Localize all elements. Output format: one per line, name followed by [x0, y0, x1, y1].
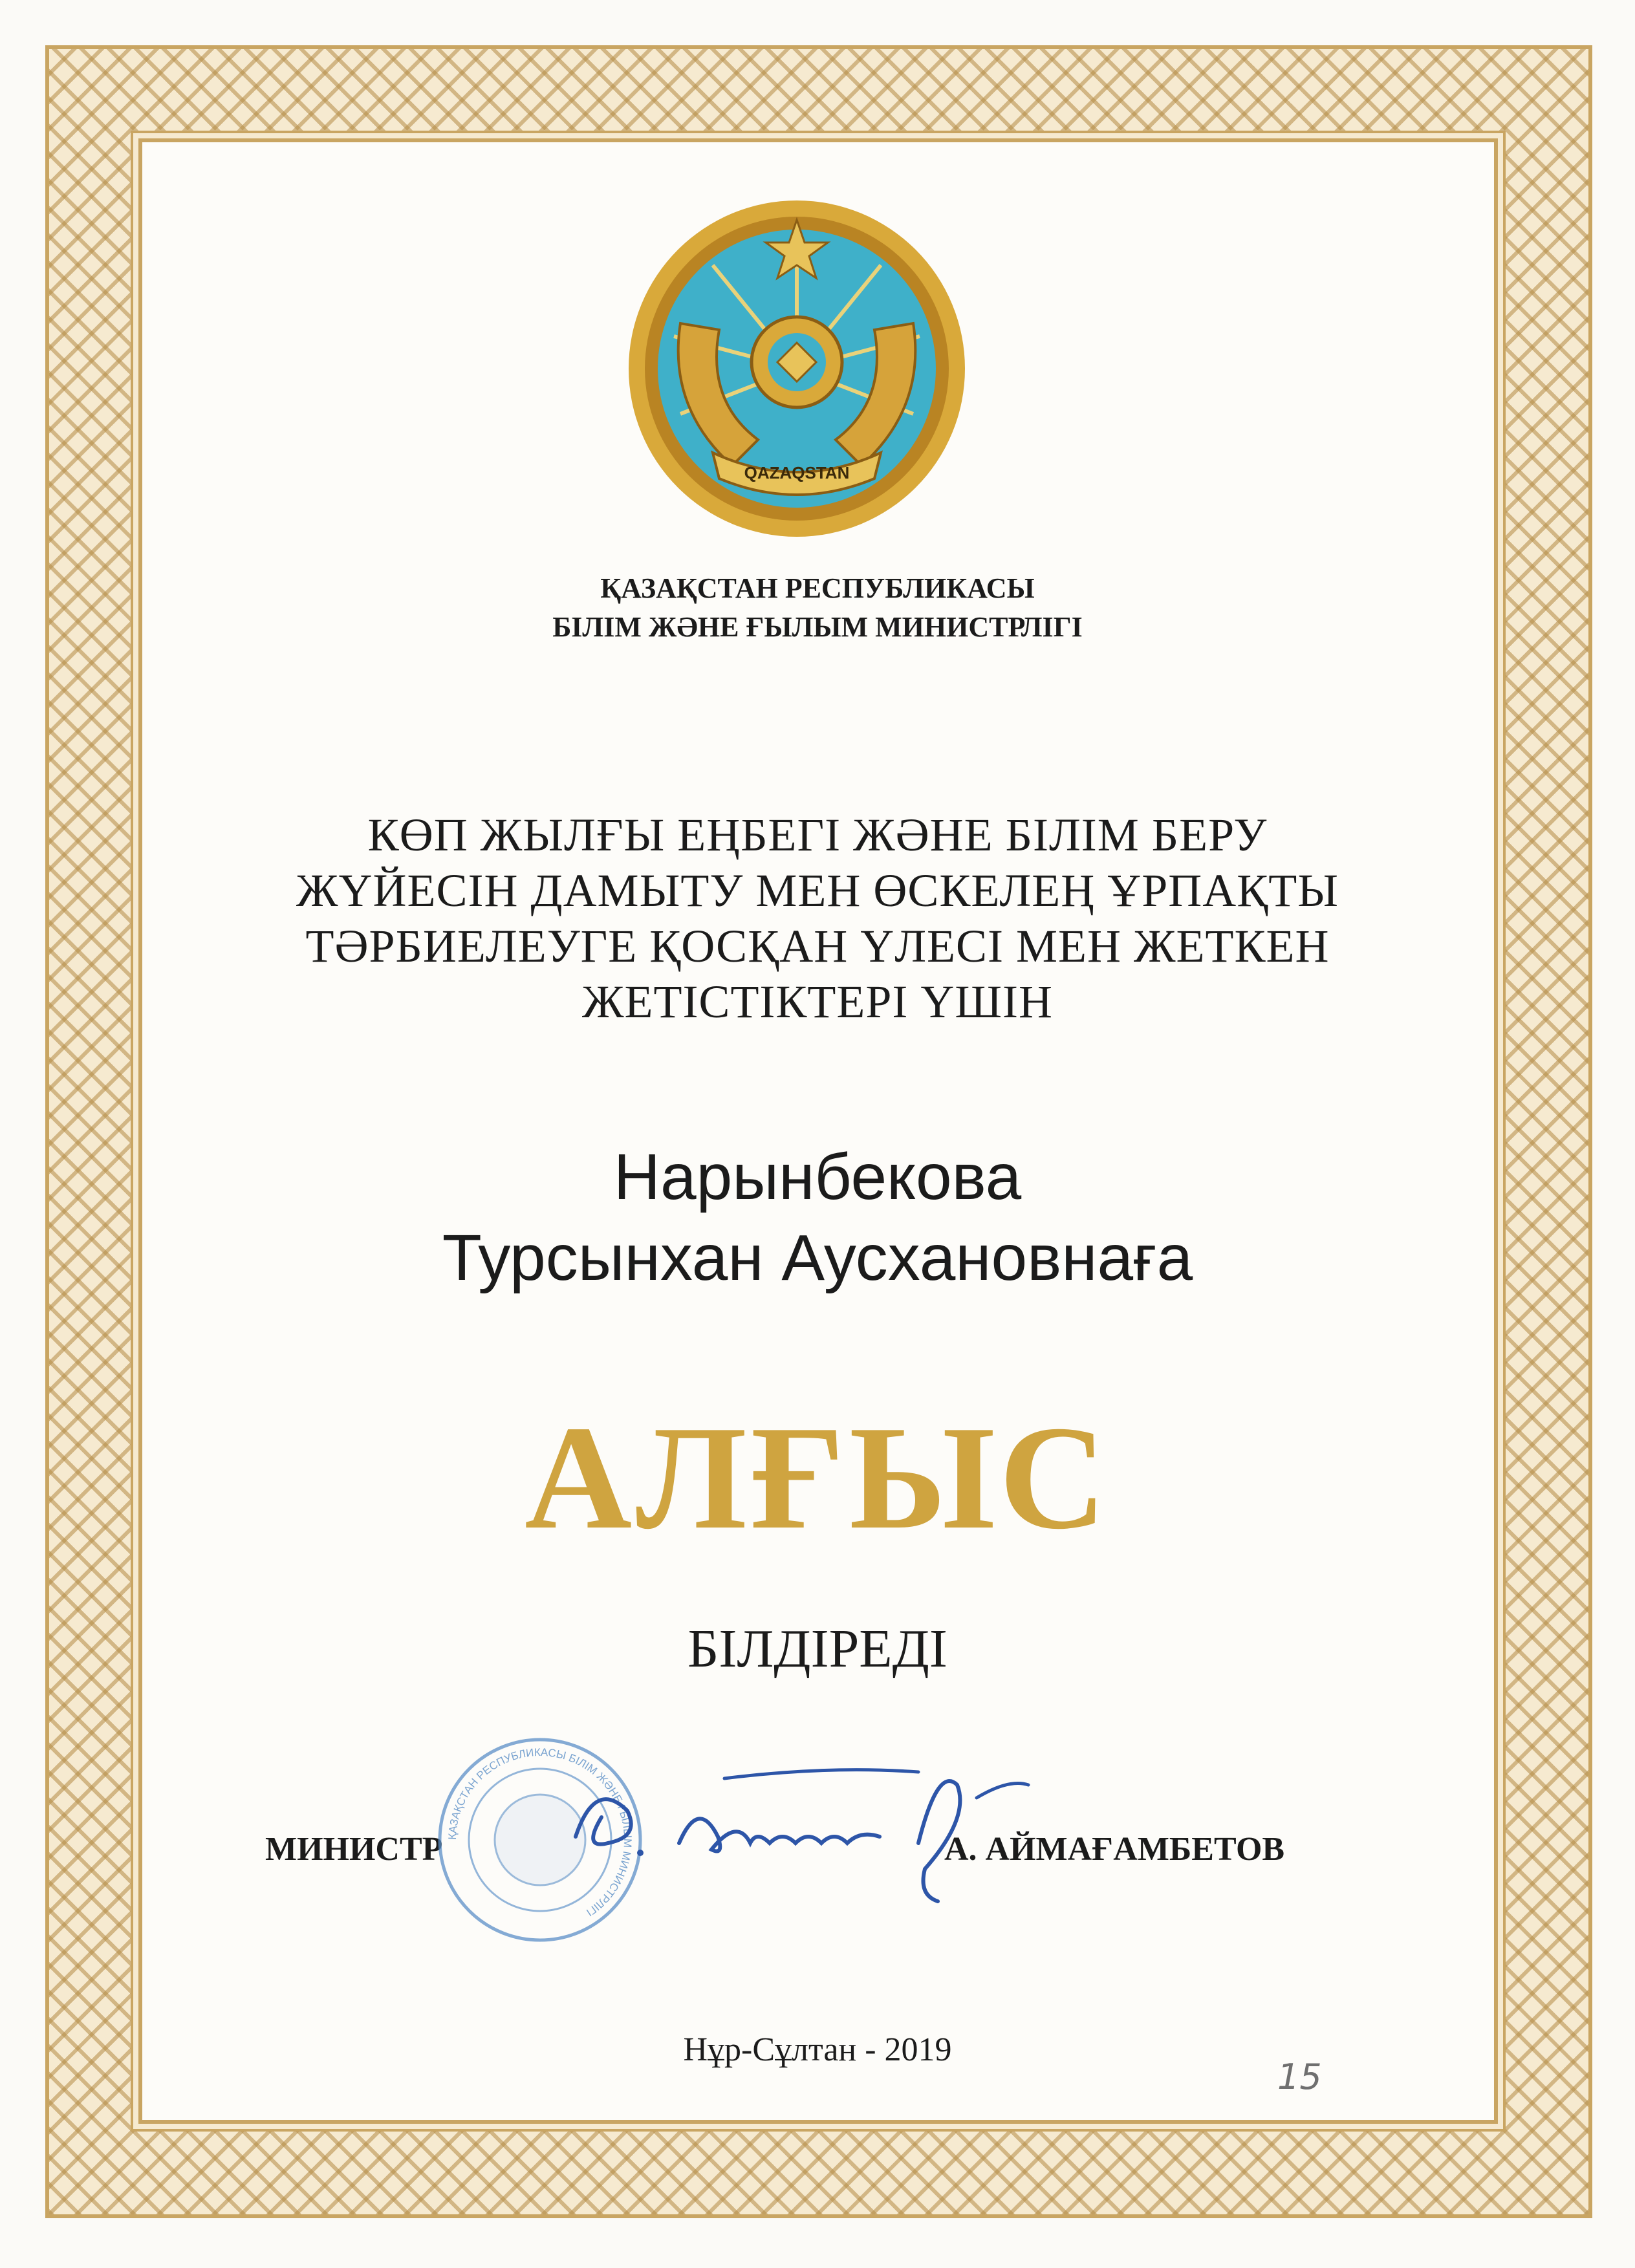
minister-label: МИНИСТР: [265, 1831, 443, 1868]
recipient-surname: Нарынбекова: [613, 1141, 1022, 1213]
ministry-name-line-2: БІЛІМ ЖӘНЕ ҒЫЛЫМ МИНИСТРЛІГІ: [552, 611, 1083, 643]
handwritten-signature: [556, 1740, 1035, 1914]
city-and-year: Нұр-Сұлтан - 2019: [683, 2031, 952, 2068]
certificate-verb: БІЛДІРЕДІ: [688, 1619, 947, 1679]
reason-line-2: ЖҮЙЕСІН ДАМЫТУ МЕН ӨСКЕЛЕҢ ҰРПАҚТЫ: [296, 865, 1339, 916]
emblem-ribbon-text: QAZAQSTAN: [744, 463, 850, 482]
certificate-title: АЛҒЫС: [525, 1395, 1110, 1560]
reason-line-3: ТӘРБИЕЛЕУГЕ ҚОСҚАН ҮЛЕСІ МЕН ЖЕТКЕН: [305, 920, 1330, 972]
reason-line-4: ЖЕТІСТІКТЕРІ ҮШІН: [581, 976, 1054, 1028]
ministry-name-line-1: ҚАЗАҚСТАН РЕСПУБЛИКАСЫ: [600, 572, 1035, 604]
handwritten-page-number: 15: [1277, 2057, 1322, 2097]
recipient-given-names: Турсынхан Аусхановнаға: [442, 1222, 1193, 1294]
stamp-text: ҚАЗАҚСТАН РЕСПУБЛИКАСЫ БІЛІМ ЖӘНЕ ҒЫЛЫМ МИНИСТРЛІГІ: [446, 1745, 634, 1919]
reason-line-1: КӨП ЖЫЛҒЫ ЕҢБЕГІ ЖӘНЕ БІЛІМ БЕРУ: [367, 809, 1268, 861]
minister-name: А. АЙМАҒАМБЕТОВ: [944, 1831, 1285, 1868]
state-emblem-icon: [622, 194, 971, 543]
